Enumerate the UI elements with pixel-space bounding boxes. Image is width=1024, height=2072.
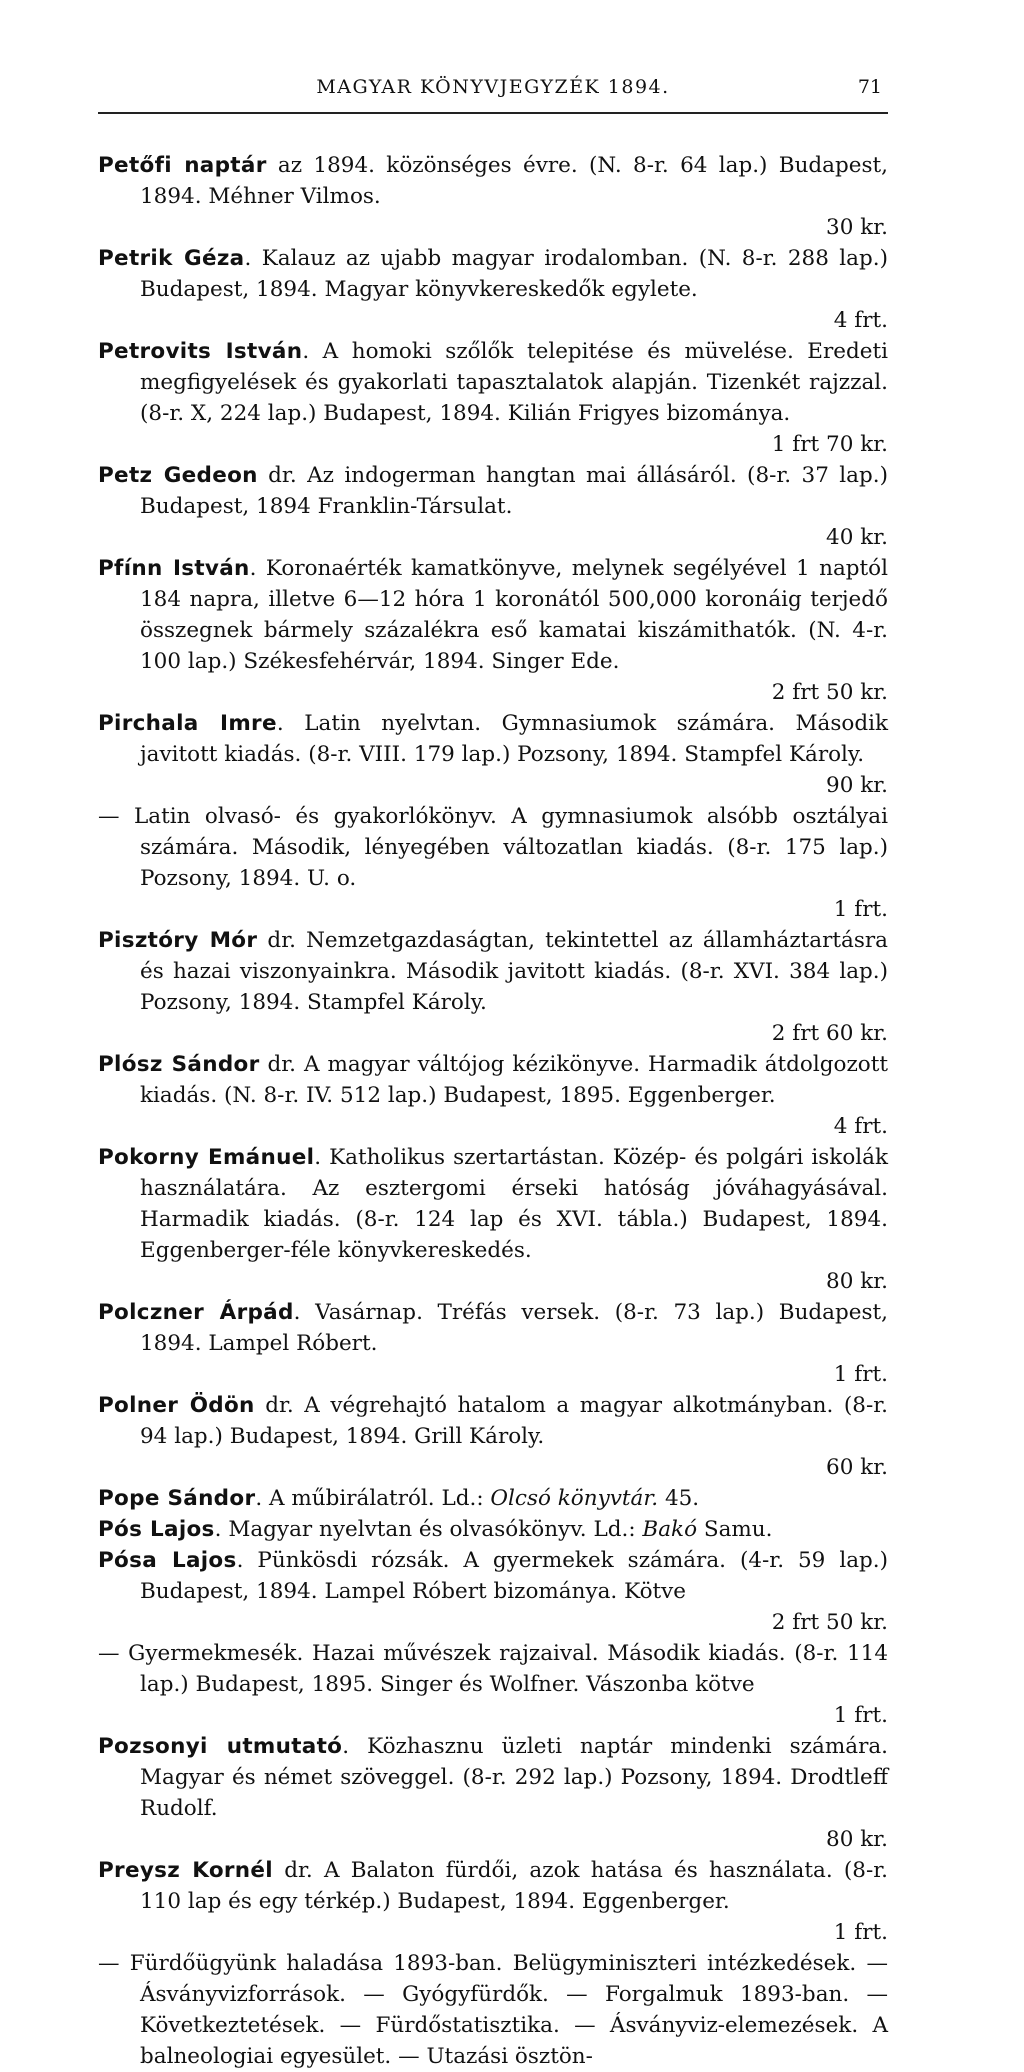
entry-author: Petrovits István bbox=[98, 339, 303, 364]
entry-reference: Bakó bbox=[642, 1517, 698, 1542]
entry-price: 1 frt. bbox=[833, 1703, 888, 1728]
entry-price: 2 frt 50 kr. bbox=[771, 680, 888, 705]
entry-description: Latin olvasó- és gyakorlókönyv. A gymnasiumok alsóbb osztályai számára. Második, lényegében változatlan kiadás. (8-r. 175 lap.) Pozsony, 1894. U. o. bbox=[133, 804, 888, 891]
catalog-entry bbox=[98, 1638, 888, 1731]
ditto-dash: — bbox=[98, 1951, 130, 1976]
entry-price: 4 frt. bbox=[833, 1114, 888, 1139]
entry-author: Preysz Kornél bbox=[98, 1858, 273, 1883]
entry-price: 60 kr. bbox=[826, 1455, 888, 1480]
running-title: MAGYAR KÖNYVJEGYZÉK 1894. bbox=[316, 76, 670, 98]
catalog-entry bbox=[98, 1545, 888, 1638]
catalog-entry bbox=[98, 1297, 888, 1390]
catalog-entry bbox=[98, 553, 888, 708]
entry-description: Fürdőügyünk haladása 1893-ban. Belügyminiszteri intézkedések. — Ásványvizforrások. — Gyógyfürdők. — Forgalmuk 1893-ban. — Következtetések. — Fürdőstatisztika. — Ásványviz-elemezések. A balneologiai egyesület. — Utazási ösztön- bbox=[129, 1951, 888, 2069]
ditto-dash: — bbox=[98, 1641, 129, 1666]
entry-author: Pozsonyi utmutató bbox=[98, 1734, 343, 1759]
entry-description: Gyermekmesék. Hazai művészek rajzaival. Második kiadás. (8-r. 114 lap.) Budapest, 1895. Singer és Wolfner. Vászonba kötve bbox=[128, 1641, 889, 1697]
entry-price: 90 kr. bbox=[826, 773, 888, 798]
entry-price: 1 frt. bbox=[833, 1920, 888, 1945]
entry-reference: Olcsó könyvtár. bbox=[490, 1486, 659, 1511]
catalog-entry bbox=[98, 1855, 888, 1948]
entry-description: az 1894. közönséges évre. (N. 8-r. 64 lap.) Budapest, 1894. Méhner Vilmos. bbox=[140, 153, 888, 209]
catalog-entry bbox=[98, 1948, 888, 2072]
entry-description: dr. Az indogerman hangtan mai állásáról. (8-r. 37 lap.) Budapest, 1894 Franklin-Társulat. bbox=[140, 463, 888, 519]
entry-description: dr. Nemzetgazdaságtan, tekintettel az államháztartásra és hazai viszonyainkra. Második javitott kiadás. (8-r. XVI. 384 lap.) Pozsony, 1894. Stampfel Károly. bbox=[140, 928, 888, 1015]
entry-price: 1 frt. bbox=[833, 1362, 888, 1387]
entry-description-tail: 45. bbox=[658, 1486, 700, 1511]
entry-author: Petőfi naptár bbox=[98, 153, 267, 178]
entry-description: . Latin nyelvtan. Gymnasiumok számára. Második javitott kiadás. (8-r. VIII. 179 lap.) Pozsony, 1894. Stampfel Károly. bbox=[140, 711, 889, 767]
catalog-entry bbox=[98, 1514, 888, 1545]
entry-author: Petrik Géza bbox=[98, 246, 245, 271]
entry-description: . Magyar nyelvtan és olvasókönyv. Ld.: bbox=[214, 1517, 643, 1542]
catalog-entry bbox=[98, 1731, 888, 1855]
entry-price: 30 kr. bbox=[826, 215, 888, 240]
entry-author: Plósz Sándor bbox=[98, 1052, 260, 1077]
entry-description-tail: Samu. bbox=[697, 1517, 773, 1542]
entry-price: 80 kr. bbox=[826, 1269, 888, 1294]
entry-description: . Közhasznu üzleti naptár mindenki számára. Magyar és német szöveggel. (8-r. 292 lap.) Pozsony, 1894. Drodtleff Rudolf. bbox=[140, 1734, 888, 1821]
catalog-entry bbox=[98, 708, 888, 801]
ditto-dash: — bbox=[98, 804, 134, 829]
entry-author: Pisztóry Mór bbox=[98, 928, 258, 953]
entry-price: 80 kr. bbox=[826, 1827, 888, 1852]
catalog-entry bbox=[98, 1049, 888, 1142]
catalog-entry bbox=[98, 1142, 888, 1297]
header-rule bbox=[98, 112, 888, 114]
entry-price: 40 kr. bbox=[826, 525, 888, 550]
catalog-entry bbox=[98, 1390, 888, 1483]
entry-price: 2 frt 50 kr. bbox=[771, 1610, 888, 1635]
catalog-entry bbox=[98, 925, 888, 1049]
entry-description: dr. A Balaton fürdői, azok hatása és használata. (8-r. 110 lap és egy térkép.) Budapest, 1894. Eggenberger. bbox=[140, 1858, 888, 1914]
entry-price: 2 frt 60 kr. bbox=[771, 1021, 888, 1046]
catalog-entry bbox=[98, 243, 888, 336]
entry-author: Pirchala Imre bbox=[98, 711, 277, 736]
page-header bbox=[98, 76, 888, 106]
entry-price: 1 frt. bbox=[833, 897, 888, 922]
catalog-entry bbox=[98, 150, 888, 243]
catalog-entry bbox=[98, 460, 888, 553]
entry-description: dr. A végrehajtó hatalom a magyar alkotmányban. (8-r. 94 lap.) Budapest, 1894. Grill Károly. bbox=[140, 1393, 888, 1449]
entry-description: . Vasárnap. Tréfás versek. (8-r. 73 lap.) Budapest, 1894. Lampel Róbert. bbox=[140, 1300, 888, 1356]
entry-description: dr. A magyar váltójog kézikönyve. Harmadik átdolgozott kiadás. (N. 8-r. IV. 512 lap.) Budapest, 1895. Eggenberger. bbox=[140, 1052, 888, 1108]
entry-author: Pfínn István bbox=[98, 556, 250, 581]
entry-description: . A műbirálatról. Ld.: bbox=[255, 1486, 491, 1511]
catalog-entry bbox=[98, 801, 888, 925]
entry-price: 1 frt 70 kr. bbox=[771, 432, 888, 457]
entry-list bbox=[98, 150, 888, 2072]
entry-description: . A homoki szőlők telepitése és müvelése. Eredeti megfigyelések és gyakorlati tapasztalatok alapján. Tizenkét rajzzal. (8-r. X, 224 lap.) Budapest, 1894. Kilián Frigyes bizománya. bbox=[140, 339, 888, 426]
entry-description: . Koronaérték kamatkönyve, melynek segélyével 1 naptól 184 napra, illetve 6—12 hóra 1 koronától 500,000 koronáig terjedő összegnek bármely százalékra eső kamatai kiszámithatók. (N. 4-r. 100 lap.) Székesfehérvár, 1894. Singer Ede. bbox=[140, 556, 888, 674]
entry-author: Pósa Lajos bbox=[98, 1548, 237, 1573]
entry-description: . Pünkösdi rózsák. A gyermekek számára. (4-r. 59 lap.) Budapest, 1894. Lampel Róbert bizománya. Kötve bbox=[140, 1548, 889, 1604]
entry-author: Petz Gedeon bbox=[98, 463, 258, 488]
entry-description: . Katholikus szertartástan. Közép- és polgári iskolák használatára. Az esztergomi érseki hatóság jóváhagyásával. Harmadik kiadás. (8-r. 124 lap és XVI. tábla.) Budapest, 1894. Eggenberger-féle könyvkereskedés. bbox=[140, 1145, 888, 1263]
entry-author: Pós Lajos bbox=[98, 1517, 215, 1542]
entry-author: Pope Sándor bbox=[98, 1486, 256, 1511]
catalog-entry bbox=[98, 1483, 888, 1514]
entry-author: Pokorny Emánuel bbox=[98, 1145, 315, 1170]
page-number: 71 bbox=[857, 76, 882, 98]
entry-price: 4 frt. bbox=[833, 308, 888, 333]
entry-author: Polner Ödön bbox=[98, 1393, 255, 1418]
catalog-entry bbox=[98, 336, 888, 460]
entry-author: Polczner Árpád bbox=[98, 1300, 294, 1325]
entry-description: . Kalauz az ujabb magyar irodalomban. (N. 8-r. 288 lap.) Budapest, 1894. Magyar könyvkereskedők egylete. bbox=[140, 246, 888, 302]
